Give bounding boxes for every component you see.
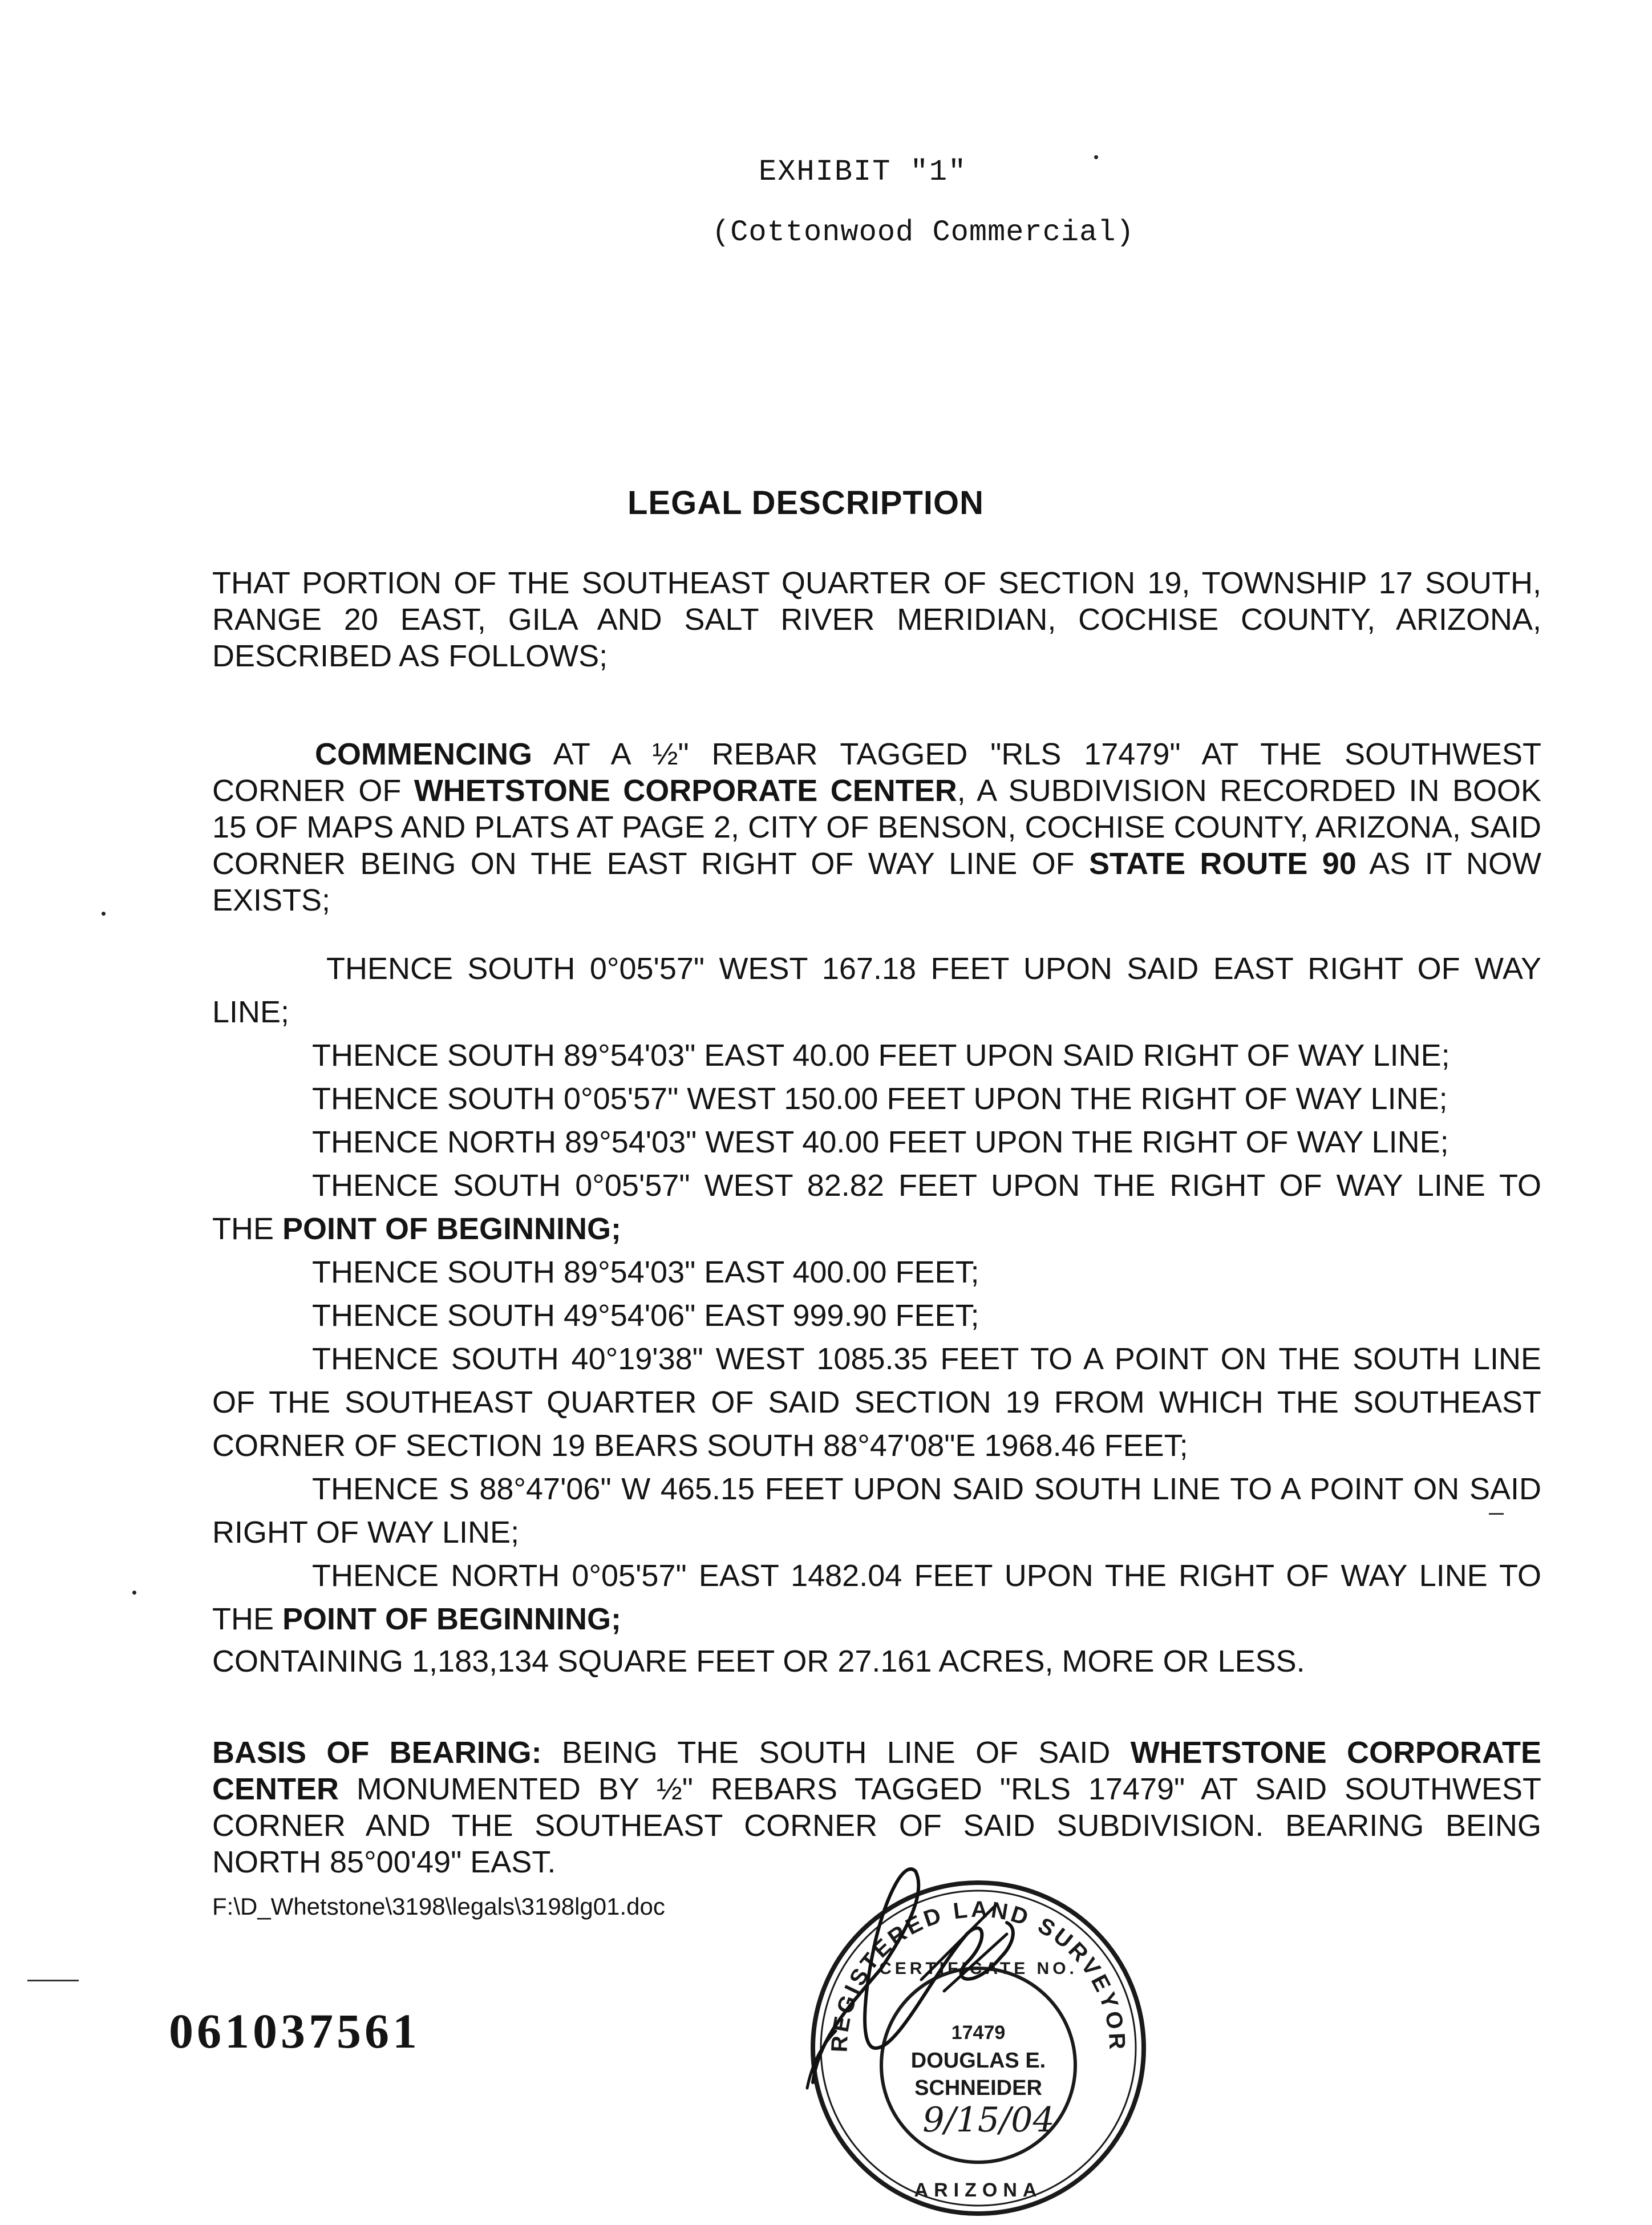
subdivision-name: WHETSTONE CORPORATE CENTER (414, 774, 957, 808)
commencing-paragraph: COMMENCING AT A ½" REBAR TAGGED "RLS 17479" AT THE SOUTHWEST CORNER OF WHETSTONE CORPORATE CENTER, A SUBDIVISION RECORDED IN BOOK 15 OF MAPS AND PLATS AT PAGE 2, CITY OF BENSON, COCHISE COUNTY, ARIZONA, SAID CORNER BEING ON THE EAST RIGHT OF WAY LINE OF STATE ROUTE 90 AS IT NOW EXISTS; (212, 737, 1542, 917)
seal-name-last: SCHNEIDER (914, 2076, 1042, 2100)
scan-mark (27, 1980, 79, 1981)
call-2: THENCE SOUTH 89°54'03" EAST 40.00 FEET UPON SAID RIGHT OF WAY LINE; (312, 1038, 1450, 1073)
document-number: 061037561 (169, 2004, 420, 2058)
scan-speck (1094, 155, 1098, 159)
basis-of-bearing: BASIS OF BEARING: BEING THE SOUTH LINE OF SAID WHETSTONE CORPORATE CENTER MONUMENTED BY ½" REBARS TAGGED "RLS 17479" AT SAID SOUTHWEST CORNER AND THE SOUTHEAST CORNER OF SAID SUBDIVISION. BEARING BEING NORTH 85°00'49" EAST. (212, 1736, 1541, 1879)
seal-number: 17479 (951, 2022, 1006, 2044)
call-7: THENCE SOUTH 49°54'06" EAST 999.90 FEET; (312, 1298, 979, 1333)
call-6: THENCE SOUTH 89°54'03" EAST 400.00 FEET; (312, 1255, 979, 1289)
seal-state: ARIZONA (914, 2179, 1043, 2201)
seal-certificate: CERTIFICATE NO. (879, 1959, 1078, 1978)
basis-label: BASIS OF BEARING: (212, 1736, 542, 1770)
scan-mark (1489, 1513, 1504, 1515)
call-8: THENCE SOUTH 40°19'38" WEST 1085.35 FEET TO A POINT ON THE SOUTH LINE OF THE SOUTHEAST QUARTER OF SAID SECTION 19 FROM WHICH THE SOUTHEAST CORNER OF SECTION 19 BEARS SOUTH 88°47'08"E 1968.46 FEET; (212, 1342, 1541, 1463)
bearing-calls (212, 947, 1541, 1641)
surveyor-seal (796, 1860, 1161, 2225)
scan-speck (102, 912, 106, 916)
page-title: LEGAL DESCRIPTION (627, 484, 984, 521)
exhibit-heading: EXHIBIT "1" (759, 155, 967, 189)
state-route: STATE ROUTE 90 (1089, 847, 1357, 881)
call-3: THENCE SOUTH 0°05'57" WEST 150.00 FEET UPON THE RIGHT OF WAY LINE; (312, 1082, 1448, 1116)
seal-date: 9/15/04 (922, 2100, 1055, 2140)
scan-speck (132, 1591, 136, 1595)
containing-statement: CONTAINING 1,183,134 SQUARE FEET OR 27.161 ACRES, MORE OR LESS. (212, 1644, 1305, 1678)
intro-paragraph: THAT PORTION OF THE SOUTHEAST QUARTER OF SECTION 19, TOWNSHIP 17 SOUTH, RANGE 20 EAST, GILA AND SALT RIVER MERIDIAN, COCHISE COUNTY, ARIZONA, DESCRIBED AS FOLLOWS; (212, 566, 1541, 673)
call-5: THENCE SOUTH 0°05'57" WEST 82.82 FEET UPON THE RIGHT OF WAY LINE TO THE POINT OF BEGINNING; (212, 1168, 1541, 1246)
call-9: THENCE S 88°47'06" W 465.15 FEET UPON SAID SOUTH LINE TO A POINT ON SAID RIGHT OF WAY LINE; (212, 1472, 1541, 1550)
call-4: THENCE NORTH 89°54'03" WEST 40.00 FEET UPON THE RIGHT OF WAY LINE; (312, 1125, 1449, 1159)
seal-name-first: DOUGLAS E. (910, 2049, 1046, 2073)
file-path: F:\D_Whetstone\3198\legals\3198lg01.doc (212, 1893, 665, 1920)
commencing-word: COMMENCING (315, 737, 532, 771)
call-1: THENCE SOUTH 0°05'57" WEST 167.18 FEET UPON SAID EAST RIGHT OF WAY LINE; (212, 952, 1541, 1029)
call-10: THENCE NORTH 0°05'57" EAST 1482.04 FEET UPON THE RIGHT OF WAY LINE TO THE POINT OF BEGINNING; (212, 1559, 1541, 1636)
seal-top-text: REGISTERED LAND SURVEYOR (827, 1896, 1130, 2053)
project-name: (Cottonwood Commercial) (712, 216, 1135, 249)
